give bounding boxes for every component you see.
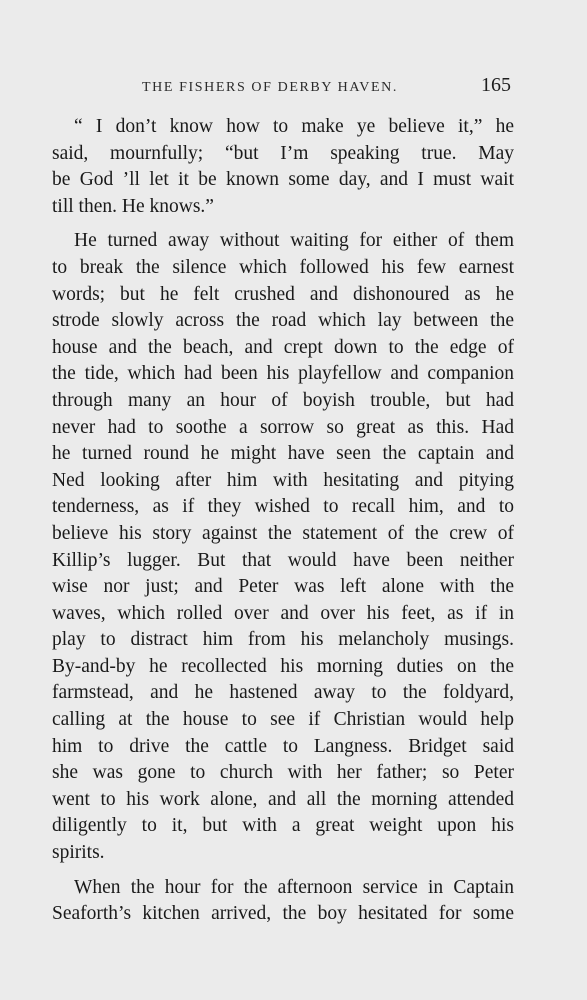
text-line: tenderness, as if they wished to recall him, and to — [52, 496, 514, 518]
text-line: the tide, which had been his playfellow and companion — [52, 363, 514, 385]
text-line: He turned away without waiting for either of them — [74, 230, 514, 252]
text-line: spirits. — [52, 842, 105, 864]
text-line: waves, which rolled over and over his feet, as if in — [52, 602, 514, 624]
text-line: Ned looking after him with hesitating and pitying — [52, 469, 514, 491]
page-header — [52, 74, 511, 100]
running-title: THE FISHERS OF DERBY HAVEN. — [142, 80, 398, 95]
text-line: farmstead, and he hastened away to the foldyard, — [52, 682, 514, 704]
text-line: Killip’s lugger. But that would have been neither — [52, 549, 514, 571]
text-line: he turned round he might have seen the captain and — [52, 443, 514, 465]
paragraph — [52, 114, 514, 220]
text-line: play to distract him from his melancholy musings. — [52, 629, 514, 651]
paragraph — [52, 875, 514, 928]
text-line: him to drive the cattle to Langness. Bridget said — [52, 735, 514, 757]
text-line: went to his work alone, and all the morning attended — [52, 788, 514, 810]
paragraph — [52, 228, 514, 866]
text-line: When the hour for the afternoon service in Captain — [74, 876, 514, 898]
page-number: 165 — [481, 74, 511, 96]
text-line: By-and-by he recollected his morning duties on the — [52, 655, 514, 677]
text-line: said, mournfully; “but I’m speaking true. May — [52, 142, 514, 164]
text-line: to break the silence which followed his few earnest — [52, 256, 514, 278]
text-line: believe his story against the statement of the crew of — [52, 522, 514, 544]
text-line: never had to soothe a sorrow so great as this. Had — [52, 416, 514, 438]
text-line: strode slowly across the road which lay between the — [52, 310, 514, 332]
text-line: wise nor just; and Peter was left alone with the — [52, 576, 514, 598]
text-line: through many an hour of boyish trouble, but had — [52, 389, 514, 411]
text-line: words; but he felt crushed and dishonoured as he — [52, 283, 514, 305]
text-line: “ I don’t know how to make ye believe it,” he — [74, 116, 514, 137]
text-line: Seaforth’s kitchen arrived, the boy hesitated for some — [52, 903, 514, 925]
text-line: she was gone to church with her father; so Peter — [52, 762, 514, 784]
text-line: be God ’ll let it be known some day, and I must wait — [52, 169, 514, 191]
text-line: calling at the house to see if Christian would help — [52, 709, 514, 731]
text-line: till then. He knows.” — [52, 195, 214, 217]
body-text — [52, 114, 514, 928]
text-line: house and the beach, and crept down to the edge of — [52, 336, 514, 358]
text-line: diligently to it, but with a great weight upon his — [52, 815, 514, 837]
